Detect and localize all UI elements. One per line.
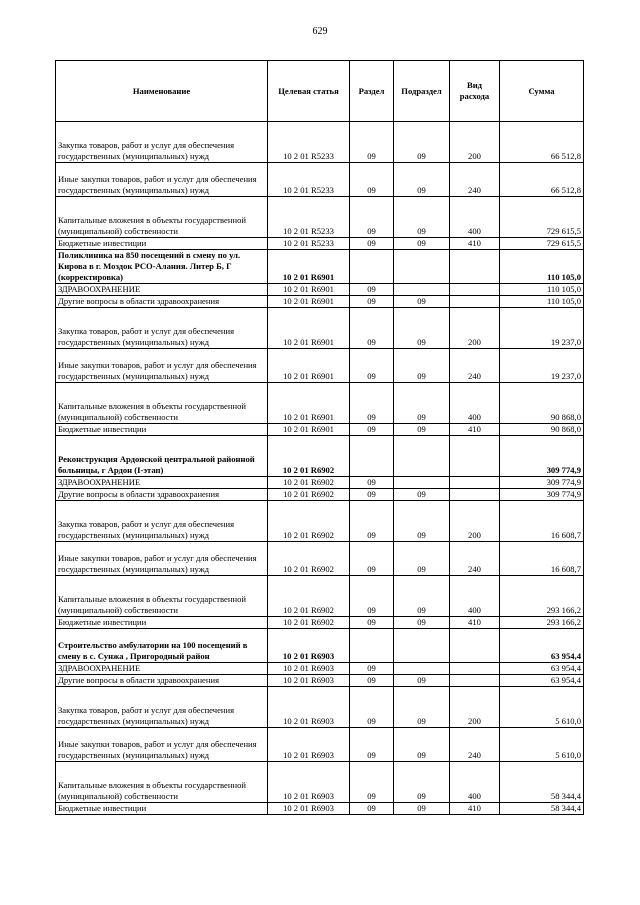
cell-expense-type: 400 (450, 762, 500, 803)
cell-section: 09 (350, 762, 394, 803)
cell-amount: 729 615,5 (500, 238, 584, 250)
cell-target-article: 10 2 01 R6903 (268, 728, 350, 762)
cell-expense-type: 240 (450, 728, 500, 762)
cell-section: 09 (350, 576, 394, 617)
table-row (56, 250, 584, 284)
cell-target-article: 10 2 01 R6901 (268, 284, 350, 296)
cell-section: 09 (350, 687, 394, 728)
cell-amount: 66 512,8 (500, 163, 584, 197)
cell-section: 09 (350, 308, 394, 349)
cell-name: Иные закупки товаров, работ и услуг для обеспечения государственных (муниципальных) нужд (56, 542, 268, 576)
cell-section: 09 (350, 477, 394, 489)
table-row (56, 197, 584, 238)
table-row (56, 296, 584, 308)
table-row (56, 349, 584, 383)
cell-name: Другие вопросы в области здравоохранения (56, 675, 268, 687)
cell-subsection (394, 250, 450, 284)
header-row (56, 61, 584, 122)
table-row (56, 728, 584, 762)
cell-expense-type: 200 (450, 122, 500, 163)
table-row (56, 501, 584, 542)
cell-expense-type: 240 (450, 163, 500, 197)
cell-amount: 110 105,0 (500, 250, 584, 284)
table-row (56, 542, 584, 576)
cell-expense-type (450, 296, 500, 308)
cell-amount: 63 954,4 (500, 629, 584, 663)
cell-amount: 5 610,0 (500, 728, 584, 762)
cell-name: Поликлиника на 850 посещений в смену по ул. Кирова в г. Моздок РСО-Алания. Литер Б, Г (корректировка) (56, 250, 268, 284)
cell-section (350, 629, 394, 663)
cell-target-article: 10 2 01 R6903 (268, 803, 350, 815)
cell-expense-type (450, 436, 500, 477)
table-row (56, 436, 584, 477)
cell-expense-type: 400 (450, 383, 500, 424)
table-row (56, 629, 584, 663)
cell-name: Капитальные вложения в объекты государственной (муниципальной) собственности (56, 762, 268, 803)
cell-subsection: 09 (394, 542, 450, 576)
cell-amount: 19 237,0 (500, 349, 584, 383)
cell-amount: 90 868,0 (500, 383, 584, 424)
cell-name: Строительство амбулатории на 100 посещений в смену в с. Сунжа , Пригородный район (56, 629, 268, 663)
cell-expense-type (450, 629, 500, 663)
cell-amount: 309 774,9 (500, 489, 584, 501)
cell-amount: 309 774,9 (500, 477, 584, 489)
cell-name: ЗДРАВООХРАНЕНИЕ (56, 284, 268, 296)
cell-expense-type: 410 (450, 617, 500, 629)
cell-section: 09 (350, 197, 394, 238)
cell-expense-type: 410 (450, 803, 500, 815)
cell-target-article: 10 2 01 R6903 (268, 675, 350, 687)
cell-subsection: 09 (394, 424, 450, 436)
cell-section: 09 (350, 501, 394, 542)
cell-section: 09 (350, 663, 394, 675)
cell-subsection: 09 (394, 617, 450, 629)
table-row (56, 383, 584, 424)
header-target-article: Целевая статья (268, 61, 350, 122)
cell-section: 09 (350, 284, 394, 296)
cell-section: 09 (350, 728, 394, 762)
cell-subsection (394, 629, 450, 663)
cell-expense-type: 200 (450, 308, 500, 349)
cell-name: Закупка товаров, работ и услуг для обеспечения государственных (муниципальных) нужд (56, 501, 268, 542)
cell-amount: 66 512,8 (500, 122, 584, 163)
cell-name: Бюджетные инвестиции (56, 424, 268, 436)
cell-expense-type: 400 (450, 576, 500, 617)
cell-subsection: 09 (394, 296, 450, 308)
table-header (56, 61, 584, 122)
cell-expense-type (450, 663, 500, 675)
cell-subsection: 09 (394, 687, 450, 728)
budget-table (55, 60, 584, 815)
cell-expense-type: 200 (450, 687, 500, 728)
cell-target-article: 10 2 01 R5233 (268, 238, 350, 250)
cell-subsection: 09 (394, 163, 450, 197)
cell-subsection: 09 (394, 489, 450, 501)
cell-subsection (394, 663, 450, 675)
cell-amount: 16 608,7 (500, 501, 584, 542)
cell-name: Реконструкция Ардонской центральной районной больницы, г Ардон (I-этап) (56, 436, 268, 477)
cell-expense-type: 240 (450, 542, 500, 576)
cell-target-article: 10 2 01 R5233 (268, 197, 350, 238)
cell-subsection: 09 (394, 238, 450, 250)
cell-expense-type (450, 284, 500, 296)
cell-target-article: 10 2 01 R6902 (268, 576, 350, 617)
cell-name: Капитальные вложения в объекты государственной (муниципальной) собственности (56, 197, 268, 238)
table-row (56, 424, 584, 436)
cell-section (350, 250, 394, 284)
cell-subsection: 09 (394, 349, 450, 383)
cell-amount: 90 868,0 (500, 424, 584, 436)
cell-target-article: 10 2 01 R6903 (268, 687, 350, 728)
table-row (56, 687, 584, 728)
cell-expense-type (450, 489, 500, 501)
cell-target-article: 10 2 01 R6902 (268, 542, 350, 576)
cell-target-article: 10 2 01 R6903 (268, 629, 350, 663)
cell-name: Закупка товаров, работ и услуг для обеспечения государственных (муниципальных) нужд (56, 687, 268, 728)
cell-section: 09 (350, 617, 394, 629)
table-row (56, 663, 584, 675)
cell-subsection: 09 (394, 383, 450, 424)
cell-name: ЗДРАВООХРАНЕНИЕ (56, 477, 268, 489)
cell-amount: 293 166,2 (500, 617, 584, 629)
table-row (56, 308, 584, 349)
cell-subsection: 09 (394, 197, 450, 238)
cell-subsection: 09 (394, 501, 450, 542)
cell-subsection: 09 (394, 762, 450, 803)
cell-amount: 309 774,9 (500, 436, 584, 477)
cell-amount: 63 954,4 (500, 663, 584, 675)
cell-expense-type (450, 675, 500, 687)
cell-target-article: 10 2 01 R6902 (268, 501, 350, 542)
cell-expense-type: 240 (450, 349, 500, 383)
cell-section: 09 (350, 163, 394, 197)
cell-name: Бюджетные инвестиции (56, 617, 268, 629)
cell-name: Иные закупки товаров, работ и услуг для обеспечения государственных (муниципальных) нужд (56, 728, 268, 762)
header-name: Наименование (56, 61, 268, 122)
cell-name: Другие вопросы в области здравоохранения (56, 489, 268, 501)
cell-target-article: 10 2 01 R5233 (268, 122, 350, 163)
cell-amount: 110 105,0 (500, 296, 584, 308)
cell-subsection: 09 (394, 803, 450, 815)
table-row (56, 122, 584, 163)
cell-target-article: 10 2 01 R6902 (268, 489, 350, 501)
cell-section: 09 (350, 542, 394, 576)
cell-name: ЗДРАВООХРАНЕНИЕ (56, 663, 268, 675)
table-row (56, 576, 584, 617)
cell-subsection (394, 284, 450, 296)
cell-amount: 58 344,4 (500, 762, 584, 803)
table-row (56, 762, 584, 803)
cell-subsection (394, 436, 450, 477)
cell-expense-type: 200 (450, 501, 500, 542)
cell-target-article: 10 2 01 R6902 (268, 436, 350, 477)
cell-subsection: 09 (394, 728, 450, 762)
table-row (56, 675, 584, 687)
table-row (56, 617, 584, 629)
cell-expense-type: 410 (450, 424, 500, 436)
cell-amount: 293 166,2 (500, 576, 584, 617)
cell-target-article: 10 2 01 R6901 (268, 383, 350, 424)
cell-target-article: 10 2 01 R6901 (268, 250, 350, 284)
cell-name: Капитальные вложения в объекты государственной (муниципальной) собственности (56, 383, 268, 424)
cell-section: 09 (350, 675, 394, 687)
cell-target-article: 10 2 01 R6902 (268, 477, 350, 489)
table-row (56, 803, 584, 815)
cell-section: 09 (350, 349, 394, 383)
cell-target-article: 10 2 01 R6901 (268, 349, 350, 383)
cell-section: 09 (350, 383, 394, 424)
cell-expense-type (450, 477, 500, 489)
cell-subsection: 09 (394, 576, 450, 617)
cell-expense-type: 400 (450, 197, 500, 238)
table-row (56, 284, 584, 296)
cell-amount: 5 610,0 (500, 687, 584, 728)
cell-subsection: 09 (394, 122, 450, 163)
cell-amount: 19 237,0 (500, 308, 584, 349)
cell-subsection: 09 (394, 675, 450, 687)
table-row (56, 238, 584, 250)
cell-expense-type: 410 (450, 238, 500, 250)
cell-amount: 58 344,4 (500, 803, 584, 815)
cell-section: 09 (350, 296, 394, 308)
cell-name: Бюджетные инвестиции (56, 238, 268, 250)
cell-target-article: 10 2 01 R5233 (268, 163, 350, 197)
cell-section: 09 (350, 122, 394, 163)
cell-section: 09 (350, 803, 394, 815)
cell-name: Бюджетные инвестиции (56, 803, 268, 815)
header-section: Раздел (350, 61, 394, 122)
cell-name: Закупка товаров, работ и услуг для обеспечения государственных (муниципальных) нужд (56, 122, 268, 163)
cell-amount: 16 608,7 (500, 542, 584, 576)
table-body (56, 122, 584, 815)
page-number: 629 (312, 26, 328, 37)
cell-subsection (394, 477, 450, 489)
cell-section (350, 436, 394, 477)
cell-target-article: 10 2 01 R6903 (268, 762, 350, 803)
cell-name: Закупка товаров, работ и услуг для обеспечения государственных (муниципальных) нужд (56, 308, 268, 349)
cell-amount: 63 954,4 (500, 675, 584, 687)
table-row (56, 489, 584, 501)
cell-section: 09 (350, 489, 394, 501)
header-amount: Сумма (500, 61, 584, 122)
cell-name: Другие вопросы в области здравоохранения (56, 296, 268, 308)
cell-target-article: 10 2 01 R6901 (268, 308, 350, 349)
cell-name: Иные закупки товаров, работ и услуг для обеспечения государственных (муниципальных) нужд (56, 163, 268, 197)
table-row (56, 163, 584, 197)
cell-subsection: 09 (394, 308, 450, 349)
cell-section: 09 (350, 424, 394, 436)
header-subsection: Подраздел (394, 61, 450, 122)
cell-expense-type (450, 250, 500, 284)
cell-target-article: 10 2 01 R6901 (268, 296, 350, 308)
cell-target-article: 10 2 01 R6902 (268, 617, 350, 629)
cell-amount: 110 105,0 (500, 284, 584, 296)
cell-name: Капитальные вложения в объекты государственной (муниципальной) собственности (56, 576, 268, 617)
cell-amount: 729 615,5 (500, 197, 584, 238)
header-expense-type: Вид расхода (450, 61, 500, 122)
cell-name: Иные закупки товаров, работ и услуг для обеспечения государственных (муниципальных) нужд (56, 349, 268, 383)
cell-target-article: 10 2 01 R6903 (268, 663, 350, 675)
table-row (56, 477, 584, 489)
cell-section: 09 (350, 238, 394, 250)
cell-target-article: 10 2 01 R6901 (268, 424, 350, 436)
